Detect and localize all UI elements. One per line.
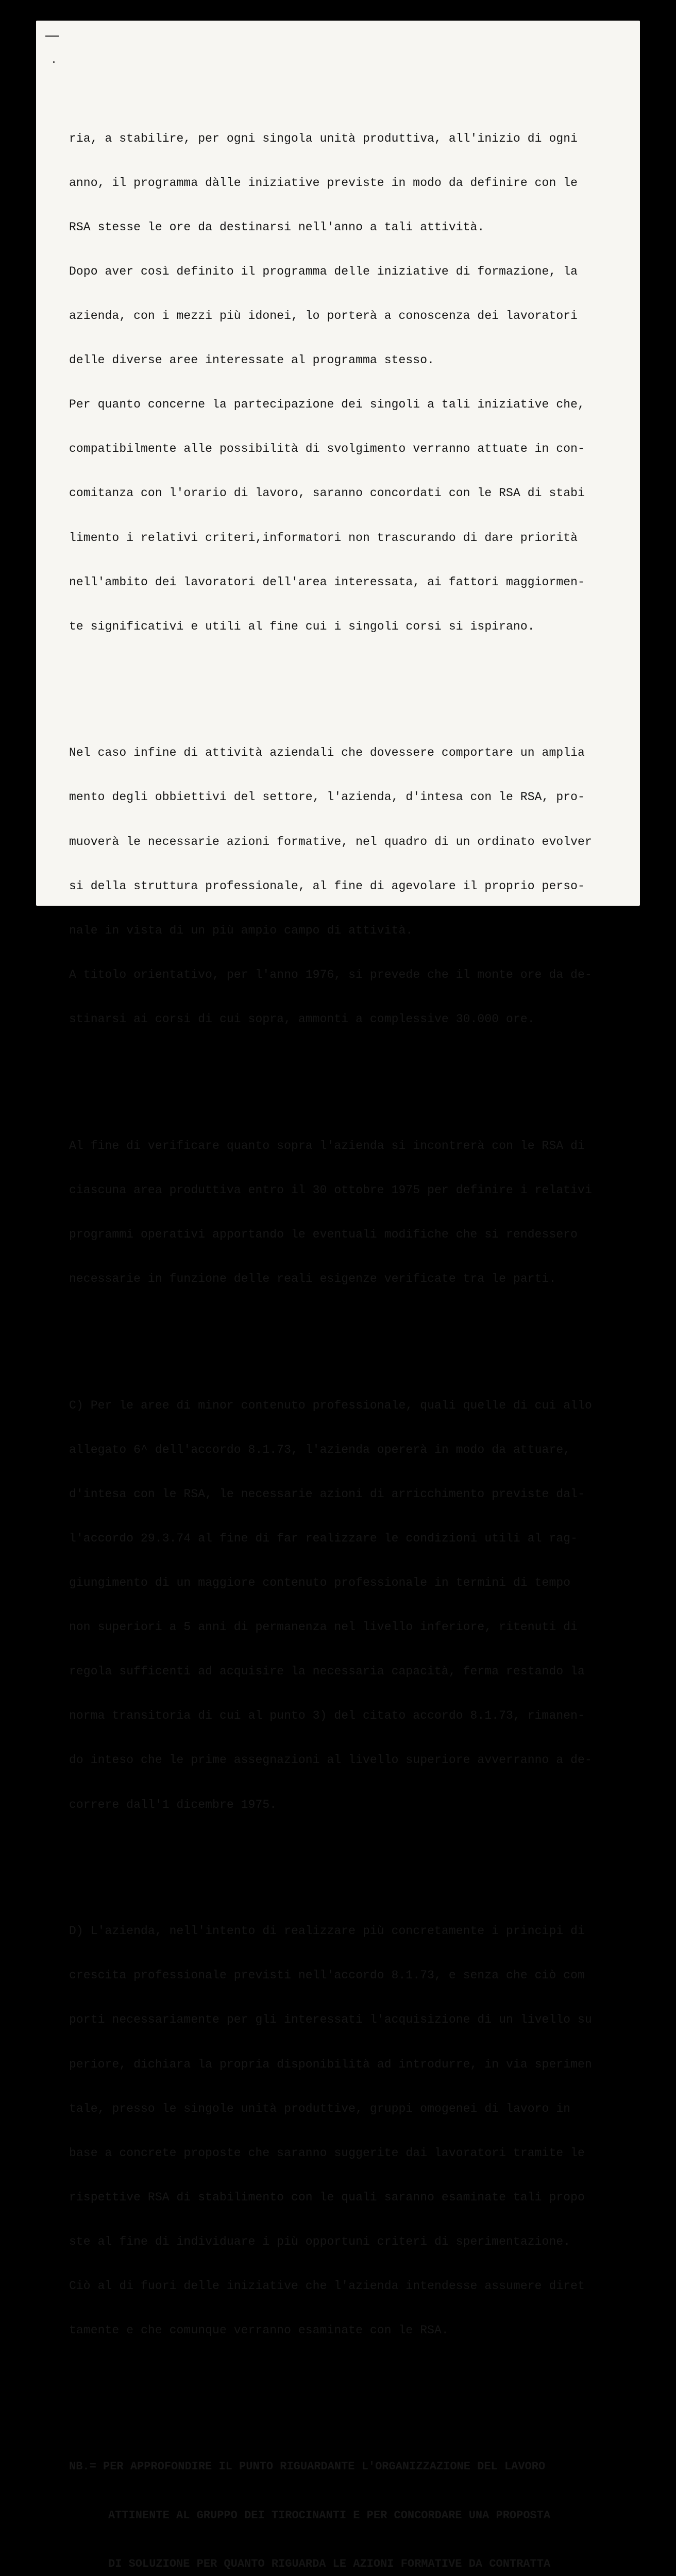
text-line: nell'ambito dei lavoratori dell'area interessata, ai fattori maggiormen- [69, 575, 585, 589]
text-line: muoverà le necessarie azioni formative, nel quadro di un ordinato evolver [69, 835, 592, 849]
text-line: non superiori a 5 anni di permanenza nel livello inferiore, ritenuti di [69, 1620, 578, 1634]
text-line: C) Per le aree di minor contenuto professionale, quali quelle di cui allo [69, 1398, 592, 1412]
text-line: Ciò al di fuori delle iniziative che l'azienda intendesse assumere diret [69, 2279, 585, 2293]
text-line: rispettive RSA di stabilimento con le quali saranno esaminate tali propo [69, 2190, 585, 2204]
text-line: nale in vista di un più ampio campo di attività. [69, 923, 413, 937]
text-line: Dopo aver così definito il programma delle iniziative di formazione, la [69, 264, 578, 278]
paragraph-verification [69, 1109, 646, 1316]
text-line: correre dall'1 dicembre 1975. [69, 1798, 277, 1811]
paragraph-point-c [69, 1368, 646, 1842]
text-line: tale, presso le singole unità produttive, gruppi omogenei di lavoro in [69, 2102, 571, 2115]
text-line: ste al fine di individuare i più opportuni criteri di sperimentazione. [69, 2234, 571, 2248]
text-line: base a concrete proposte che saranno suggerite dai lavoratori tramite le [69, 2146, 585, 2160]
text-line: comitanza con l'orario di lavoro, saranno concordati con le RSA di stabi [69, 486, 585, 500]
nb-line: DI SOLUZIONE PER QUANTO RIGUARDA LE AZIONI FORMATIVE DA CONTRATTA [108, 2557, 551, 2571]
text-line: delle diverse aree interessate al programma stesso. [69, 353, 435, 367]
text-line: periore, dichiara la propria disponibilità ad introdurre, in via sperimen [69, 2057, 592, 2071]
nb-text: PER APPROFONDIRE IL PUNTO RIGUARDANTE L'ORGANIZZAZIONE DEL LAVORO [103, 2460, 546, 2473]
text-line: Al fine di verificare quanto sopra l'azienda si incontrerà con le RSA di [69, 1139, 585, 1153]
paragraph-point-d [69, 1894, 646, 2368]
paragraph-business-activities [69, 716, 646, 1056]
text-line: regola sufficenti ad acquisire la necessaria capacità, ferma restando la [69, 1665, 585, 1679]
text-line: si della struttura professionale, al fine di agevolare il proprio perso- [69, 879, 585, 893]
text-line: d'intesa con le RSA, le necessarie azioni di arricchimento previste dal- [69, 1487, 585, 1501]
text-line: Per quanto concerne la partecipazione dei singoli a tali iniziative che, [69, 398, 585, 412]
text-line: programmi operativi apportando le eventuali modifiche che si rendessero [69, 1227, 578, 1241]
text-line: giungimento di un maggiore contenuto professionale in termini di tempo [69, 1576, 571, 1590]
text-line: do inteso che le prime assegnazioni al livello superiore avverranno a de- [69, 1753, 592, 1767]
text-line: limento i relativi criteri,informatori non trascurando di dare priorità [69, 531, 578, 545]
paragraph-training-programme [69, 101, 646, 664]
text-line: porti necessariamente per gli interessati l'acquisizione di un livello su [69, 2013, 592, 2027]
text-line: te significativi e utili al fine cui i singoli corsi si ispirano. [69, 619, 535, 633]
text-line: mento degli obbiettivi del settore, l'azienda, d'intesa con le RSA, pro- [69, 790, 585, 804]
text-line: stinarsi ai corsi di cui sopra, ammonti a complessive 30.000 ore. [69, 1012, 535, 1026]
text-line: crescita professionale previsti nell'accordo 8.1.73, e senza che ciò com [69, 1969, 585, 1982]
text-line: ria, a stabilire, per ogni singola unità produttiva, all'inizio di ogni [69, 131, 578, 145]
nb-notice [69, 2426, 646, 2576]
scan-speck [45, 36, 59, 37]
nb-line: ATTINENTE AL GRUPPO DEI TIROCINANTI E PER CONCORDARE UNA PROPOSTA [108, 2509, 551, 2522]
text-line: ciascuna area produttiva entro il 30 ottobre 1975 per definire i relativi [69, 1183, 592, 1197]
scan-speck [53, 61, 55, 63]
text-line: RSA stesse le ore da destinarsi nell'anno a tali attività. [69, 220, 485, 234]
text-line: azienda, con i mezzi più idonei, lo porterà a conoscenza dei lavoratori [69, 309, 578, 323]
text-line: norma transitoria di cui al punto 3) del citato accordo 8.1.73, rimanen- [69, 1709, 585, 1723]
nb-prefix: NB.= [69, 2460, 96, 2473]
text-line: anno, il programma dàlle iniziative previste in modo da definire con le [69, 176, 578, 190]
text-line: compatibilmente alle possibilità di svolgimento verranno attuate in con- [69, 442, 585, 456]
text-line: tamente e che comunque verranno esaminate con le RSA. [69, 2324, 449, 2337]
document-body [69, 57, 646, 2576]
text-line: D) L'azienda, nell'intento di realizzare più concretamente i principi di [69, 1924, 585, 1938]
text-line: allegato 6^ dell'accordo 8.1.73, l'azienda opererà in modo da attuare, [69, 1443, 571, 1456]
text-line: A titolo orientativo, per l'anno 1976, si prevede che il monte ore da de- [69, 968, 592, 981]
text-line: Nel caso infine di attività aziendali che dovessere comportare un amplia [69, 746, 585, 760]
text-line: necessarie in funzione delle reali esigenze verificate tra le parti. [69, 1272, 556, 1285]
nb-line [69, 2459, 646, 2475]
text-line: l'accordo 29.3.74 al fine di far realizzare le condizioni utili al rag- [69, 1531, 578, 1545]
